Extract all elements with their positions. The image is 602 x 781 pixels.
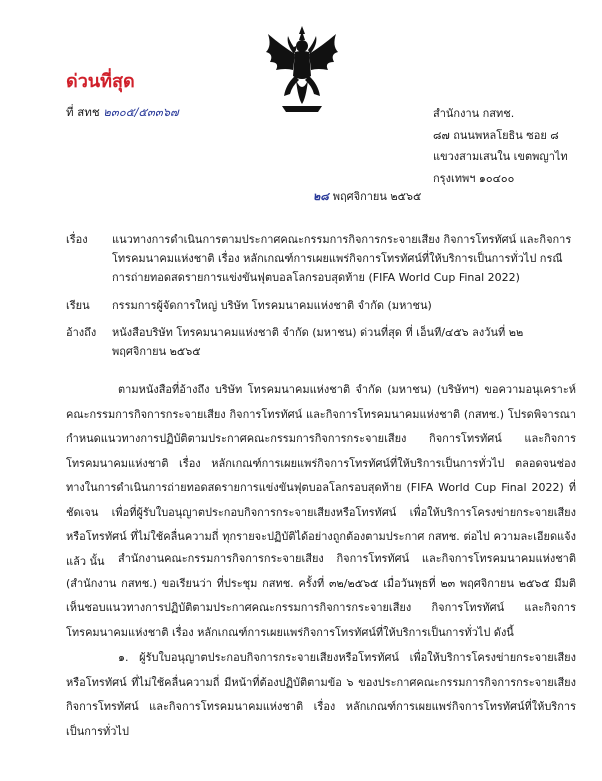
- subject-value: แนวทางการดำเนินการตามประกาศคณะกรรมการกิจการกระจายเสียง กิจการโทรทัศน์ และกิจการโทรคมนาคมแห่งชาติ เรื่อง หลักเกณฑ์การเผยแพร่กิจการโทรทัศน์ที่ให้บริการเป็นการทั่วไป กรณีการถ่ายทอดสดรายการแข่งขันฟุตบอลโลกรอบสุดท้าย (FIFA World Cup Final 2022): [112, 233, 572, 284]
- paragraph-text: ตามหนังสือที่อ้างถึง บริษัท โทรคมนาคมแห่งชาติ จำกัด (มหาชน) (บริษัทฯ) ขอความอนุเคราะห์คณะกรรมการกิจการกระจายเสียง กิจการโทรทัศน์ และกิจการโทรคมนาคมแห่งชาติ (กสทช.) โปรดพิจารณากำหนดแนวทางการปฏิบัติตามประกาศคณะกรรมการกิจการกระจายเสียง กิจการโทรทัศน์ และกิจการโทรคมนาคมแห่งชาติ เรื่อง หลักเกณฑ์การเผยแพร่กิจการโทรทัศน์ที่ให้บริการเป็นการทั่วไป ตลอดจนช่องทางในการดำเนินการถ่ายทอดสดรายการแข่งขันฟุตบอลโลกรอบสุดท้าย (FIFA World Cup Final 2022) ที่ชัดเจน เพื่อที่ผู้รับใบอนุญาตประกอบกิจการกระจายเสียงหรือโทรทัศน์ เพื่อให้บริการโครงข่ายกระจายเสียงหรือโทรทัศน์ ที่ไม่ใช้คลื่นความถี่ ทุกรายจะปฏิบัติได้อย่างถูกต้องตามประกาศ กสทช. ต่อไป ความละเอียดแจ้งแล้ว นั้น: [66, 383, 576, 568]
- agency-address: [433, 103, 568, 189]
- agency-line: ๘๗ ถนนพหลโยธิน ซอย ๘: [433, 128, 559, 142]
- recipient-value: กรรมการผู้จัดการใหญ่ บริษัท โทรคมนาคมแห่งชาติ จำกัด (มหาชน): [112, 299, 432, 312]
- subject-label: เรื่อง: [66, 233, 88, 246]
- paragraph-text: สำนักงานคณะกรรมการกิจการกระจายเสียง กิจการโทรทัศน์ และกิจการโทรคมนาคมแห่งชาติ (สำนักงาน กสทช.) ขอเรียนว่า ที่ประชุม กสทช. ครั้งที่ ๓๒/๒๕๖๕ เมื่อวันพุธที่ ๒๓ พฤศจิกายน ๒๕๖๕ มีมติเห็นชอบแนวทางการปฏิบัติตามประกาศคณะกรรมการกิจการกระจายเสียง กิจการโทรทัศน์ และกิจการโทรคมนาคมแห่งชาติ เรื่อง หลักเกณฑ์การเผยแพร่กิจการโทรทัศน์ที่ให้บริการเป็นการทั่วไป ดังนี้: [66, 552, 576, 639]
- date-day-handwritten: ๒๘: [313, 190, 329, 203]
- reference-label: อ้างถึง: [66, 326, 97, 339]
- agency-line: แขวงสามเสนใน เขตพญาไท: [433, 150, 568, 163]
- document-number-prefix: ที่ สทช: [66, 105, 104, 119]
- body-paragraph-3: [66, 646, 576, 744]
- body-paragraph-2: [66, 547, 576, 645]
- document-number-handwritten: ๒๓๐๕/๕๓๓๖๗: [103, 105, 179, 119]
- garuda-emblem-icon: [262, 24, 342, 116]
- date-text: พฤศจิกายน ๒๕๖๕: [332, 190, 422, 203]
- document-date: [313, 187, 421, 205]
- urgency-label: ด่วนที่สุด: [66, 71, 135, 92]
- body-paragraph-1: [66, 378, 576, 574]
- document-number: [66, 104, 179, 122]
- recipient-label: เรียน: [66, 299, 90, 312]
- reference-value: หนังสือบริษัท โทรคมนาคมแห่งชาติ จำกัด (มหาชน) ด่วนที่สุด ที่ เอ็นที/๔๕๖ ลงวันที่ ๒๒ พฤศจิกายน ๒๕๖๕: [112, 326, 524, 358]
- paragraph-text: ๑. ผู้รับใบอนุญาตประกอบกิจการกระจายเสียงหรือโทรทัศน์ เพื่อให้บริการโครงข่ายกระจายเสียงหรือโทรทัศน์ ที่ไม่ใช้คลื่นความถี่ มีหน้าที่ต้องปฏิบัติตามข้อ ๖ ของประกาศคณะกรรมการกิจการกระจายเสียง กิจการโทรทัศน์ และกิจการโทรคมนาคมแห่งชาติ เรื่อง หลักเกณฑ์การเผยแพร่กิจการโทรทัศน์ที่ให้บริการเป็นการทั่วไป: [66, 651, 576, 738]
- agency-line: กรุงเทพฯ ๑๐๔๐๐: [433, 171, 515, 185]
- agency-line: สำนักงาน กสทช.: [433, 107, 515, 120]
